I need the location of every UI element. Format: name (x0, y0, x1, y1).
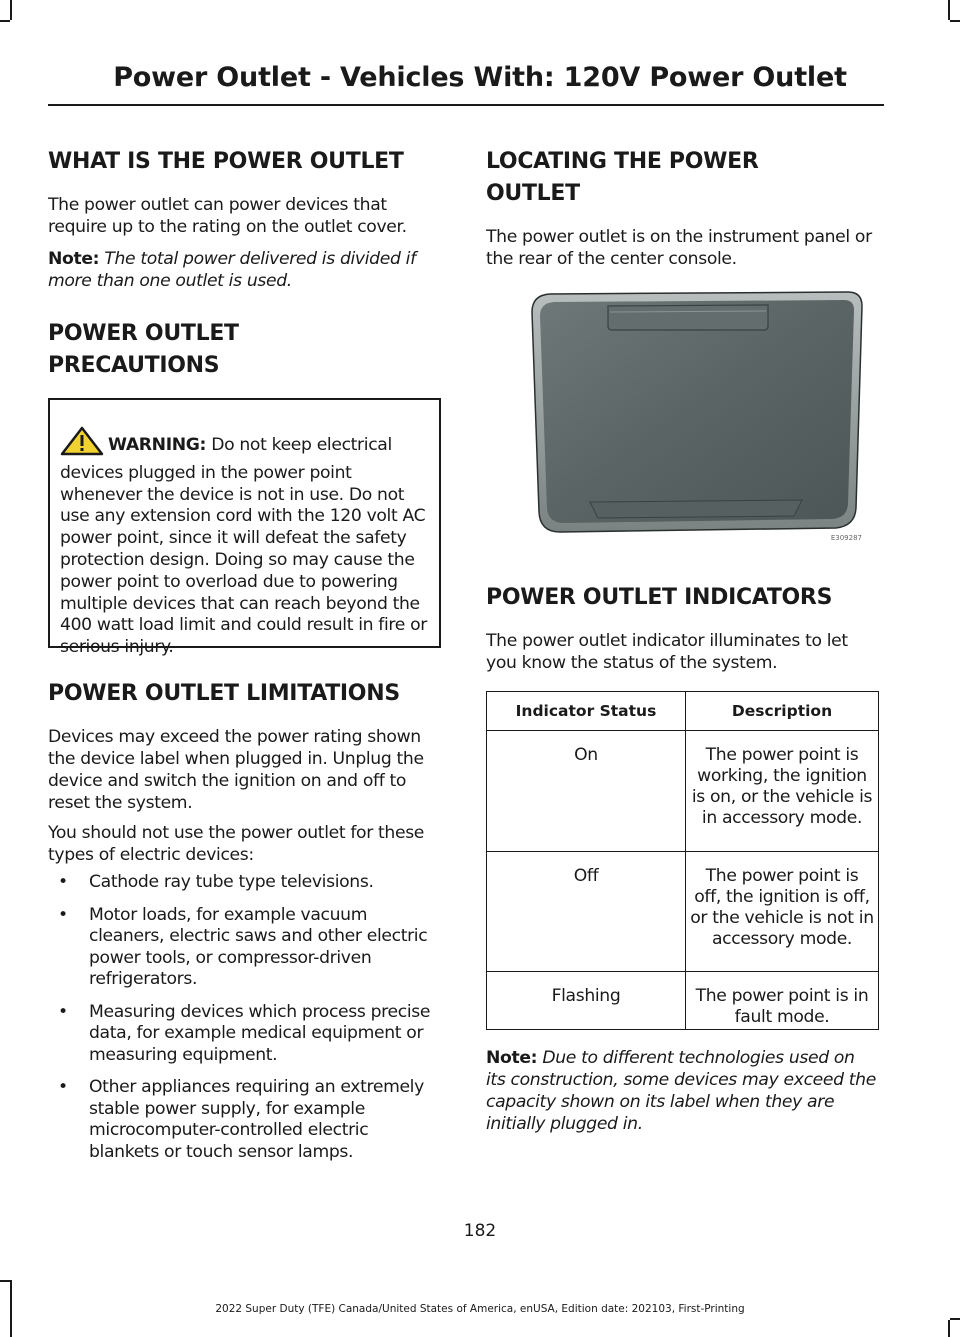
body-text: Devices may exceed the power rating shown the device label when plugged in. Unplug the device and switch the ignition on and off to reset the system. (48, 727, 424, 813)
indicator-table (486, 691, 879, 1030)
warning-box (48, 398, 441, 658)
outlet-cover-illustration (530, 288, 866, 542)
list-item: • Cathode ray tube type televisions. (58, 872, 374, 892)
section-heading: POWER OUTLET LIMITATIONS (48, 681, 400, 706)
section-heading: LOCATING THE POWER (486, 149, 759, 174)
note-label: Note: (48, 249, 100, 269)
image-code: E309287 (830, 534, 862, 542)
crop-mark (950, 20, 960, 22)
crop-mark (950, 1318, 960, 1320)
note-paragraph (48, 248, 446, 292)
status-cell: Off (487, 852, 686, 972)
warning-text: Do not keep electrical devices plugged in the power point whenever the device is not in use. Do not use any extension cord with the 120 volt AC power point, since it will defeat the safety protection design. Doing so may cause the power point to overload due to powering multiple devices that can reach beyond the 400 watt load limit and could result in fire or serious injury. (60, 435, 427, 658)
device-list (48, 872, 438, 1163)
list-item: • Motor loads, for example vacuum cleaners, electric saws and other electric power tools, or compressor-driven refrigerators. (58, 904, 428, 989)
description-cell: The power point is working, the ignition is on, or the vehicle is in accessory mode. (686, 731, 879, 852)
body-text: The power outlet is on the instrument panel or the rear of the center console. (486, 227, 872, 269)
status-cell: On (487, 731, 686, 852)
bullet: • (58, 904, 68, 925)
section-heading: POWER OUTLET INDICATORS (486, 585, 833, 610)
note-paragraph (486, 1047, 879, 1135)
list-item: • Other appliances requiring an extremely stable power supply, for example microcomputer-controlled electric blankets or touch sensor lamps. (58, 1077, 424, 1162)
table-row (487, 852, 879, 972)
bullet: • (58, 872, 68, 892)
crop-mark (0, 1280, 10, 1282)
section-heading: POWER OUTLET (48, 321, 239, 346)
list-item: • Measuring devices which process precise data, for example medical equipment or measuring equipment. (58, 1001, 431, 1065)
crop-mark (948, 0, 950, 20)
crop-mark (10, 0, 12, 20)
page-number: 182 (463, 1221, 497, 1241)
table-row (487, 972, 879, 1030)
table-row (487, 731, 879, 852)
crop-mark (948, 1320, 950, 1337)
page-title: Power Outlet - Vehicles With: 120V Power Outlet (113, 62, 847, 93)
note-text: The total power delivered is divided if more than one outlet is used. (48, 249, 416, 291)
column-header-description: Description (686, 692, 879, 731)
description-cell: The power point is in fault mode. (686, 972, 879, 1030)
column-header-status: Indicator Status (487, 692, 686, 731)
section-heading: WHAT IS THE POWER OUTLET (48, 149, 404, 174)
bullet: • (58, 1001, 68, 1022)
crop-mark (0, 20, 10, 22)
body-text: The power outlet indicator illuminates to let you know the status of the system. (486, 631, 848, 673)
bullet: • (58, 1077, 68, 1097)
body-text: The power outlet can power devices that require up to the rating on the outlet cover. (48, 195, 407, 237)
table-header-row (487, 692, 879, 731)
section-heading: PRECAUTIONS (48, 353, 220, 378)
note-text: Due to different technologies used on its construction, some devices may exceed the capacity shown on its label when they are initially plugged in. (486, 1048, 876, 1134)
note-label: Note: (486, 1048, 538, 1068)
footer-text: 2022 Super Duty (TFE) Canada/United States of America, enUSA, Edition date: 202103, First-Printing (215, 1303, 745, 1315)
warning-triangle-icon (60, 426, 104, 463)
header-divider (48, 104, 884, 106)
section-heading: OUTLET (486, 181, 580, 206)
warning-paragraph (60, 426, 431, 659)
status-cell: Flashing (487, 972, 686, 1030)
warning-label: WARNING: (108, 435, 207, 455)
body-text: You should not use the power outlet for these types of electric devices: (48, 823, 425, 865)
description-cell: The power point is off, the ignition is off, or the vehicle is not in accessory mode. (686, 852, 879, 972)
